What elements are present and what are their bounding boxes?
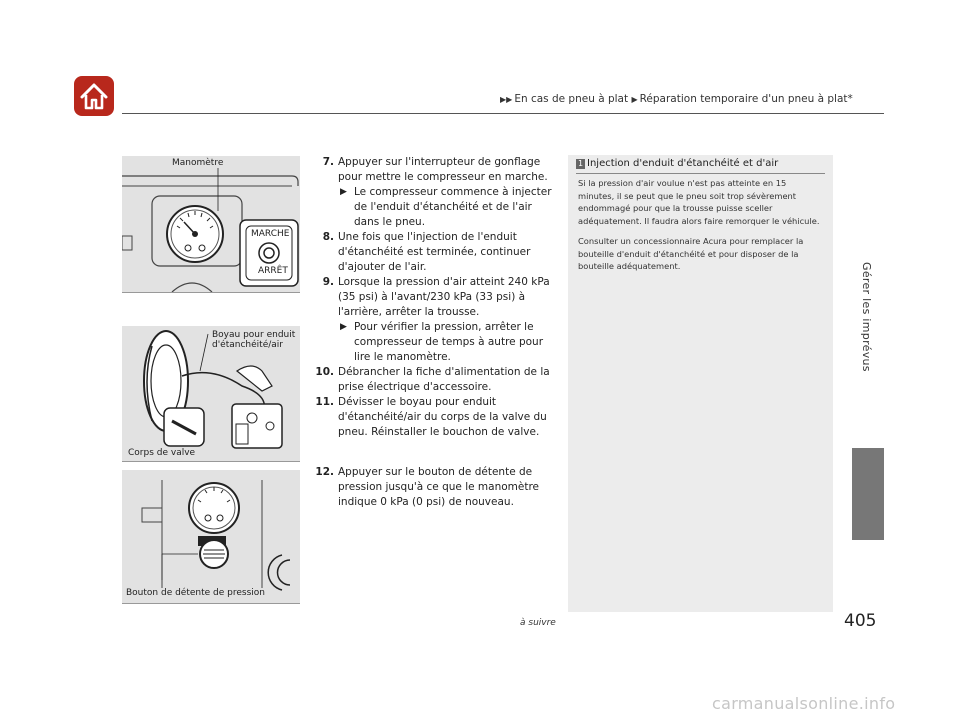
step-item: 8. Une fois que l'injection de l'enduit d'étanchéité est terminée, continuer d'ajouter de l'air. — [322, 231, 531, 273]
double-arrow-icon: ▶▶ — [500, 95, 513, 104]
home-icon — [78, 80, 110, 112]
breadcrumb-item[interactable]: Réparation temporaire d'un pneu à plat* — [639, 93, 853, 105]
hose-label: Boyau pour enduit d'étanchéité/air — [212, 330, 300, 350]
step-12 — [310, 465, 556, 510]
figure-gauge — [122, 156, 300, 293]
step-item: 9. Lorsque la pression d'air atteint 240 kPa (35 psi) à l'avant/230 kPa (33 psi) à l'arrière, arrêter la trousse. — [322, 276, 550, 318]
note-paragraph: Si la pression d'air voulue n'est pas atteinte en 15 minutes, il se peut que le pneu soit trop sévèrement endommagé pour que la trousse puisse sceller adéquatement. Il faudra alors faire remorquer le véhicule. — [578, 178, 820, 226]
step-item: 11. Dévisser le boyau pour enduit d'étanchéité/air du corps de la valve du pneu. Réinstaller le bouchon de valve. — [315, 396, 547, 438]
off-label: ARRÊT — [258, 266, 288, 276]
note-title: 1 Injection d'enduit d'étanchéité et d'air — [577, 158, 779, 169]
gauge-label: Manomètre — [172, 158, 224, 168]
release-button-label: Bouton de détente de pression — [126, 588, 265, 598]
arrow-icon: ▶ — [340, 187, 347, 197]
figure-pressure-release — [122, 470, 300, 604]
note-body — [578, 177, 823, 281]
figure-hose-valve — [122, 326, 300, 462]
breadcrumb-item[interactable]: En cas de pneu à plat — [514, 93, 629, 105]
breadcrumb — [500, 93, 853, 105]
note-panel — [568, 155, 833, 612]
on-label: MARCHE — [251, 229, 290, 239]
home-button[interactable] — [74, 76, 114, 116]
steps-list — [310, 155, 556, 440]
section-tab-label: Gérer les imprévus — [860, 262, 873, 372]
step-subitem: ▶ Pour vérifier la pression, arrêter le compresseur de temps à autre pour lire le manomètre. — [340, 321, 544, 363]
section-tab[interactable] — [852, 448, 884, 540]
step-item: 10. Débrancher la fiche d'alimentation de la prise électrique d'accessoire. — [315, 366, 550, 393]
continued-label: à suivre — [520, 618, 556, 628]
step-subitem: ▶ Le compresseur commence à injecter de l'enduit d'étanchéité et de l'air dans le pneu. — [340, 186, 552, 228]
watermark: carmanualsonline.info — [712, 694, 896, 713]
note-divider — [576, 173, 825, 174]
step-item: 12. Appuyer sur le bouton de détente de pression jusqu'à ce que le manomètre indique 0 kPa (0 psi) de nouveau. — [315, 466, 540, 508]
arrow-icon: ▶ — [631, 95, 638, 104]
step-item: 7. Appuyer sur l'interrupteur de gonflage pour mettre le compresseur en marche. — [322, 156, 548, 183]
note-icon: 1 — [577, 159, 584, 168]
pressure-release-illustration — [122, 470, 300, 603]
valve-label: Corps de valve — [128, 448, 196, 458]
note-paragraph: Consulter un concessionnaire Acura pour remplacer la bouteille d'enduit d'étanchéité et pour disposer de la bouteille adéquatement. — [578, 236, 804, 271]
arrow-icon: ▶ — [340, 322, 347, 332]
header-divider — [122, 113, 884, 114]
page-number: 405 — [844, 611, 877, 631]
